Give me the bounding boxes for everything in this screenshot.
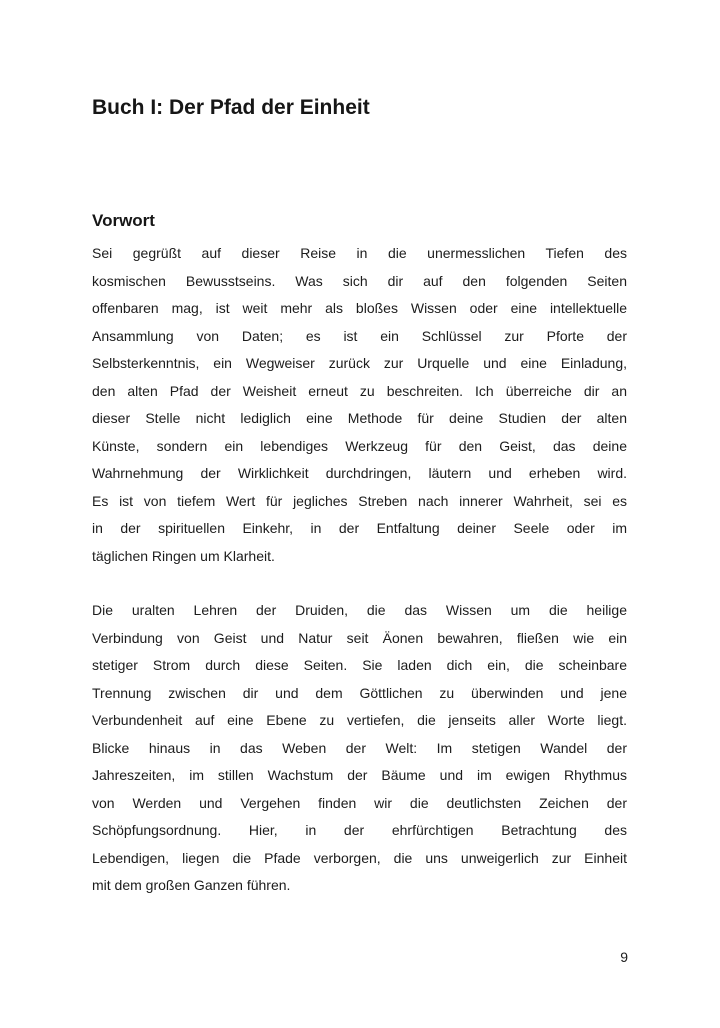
text-line: Künste, sondern ein lebendiges Werkzeug für den Geist, das deine — [92, 437, 627, 454]
text-line: in der spirituellen Einkehr, in der Entfaltung deiner Seele oder im — [92, 520, 627, 536]
text-line: kosmischen Bewusstseins. Was sich dir auf den folgenden Seiten — [92, 272, 627, 289]
text-line: Verbundenheit auf eine Ebene zu vertiefen, die jenseits aller Worte liegt. — [92, 712, 627, 728]
text-line: Trennung zwischen dir und dem Göttlichen zu überwinden und jene — [92, 684, 627, 701]
text-line: täglichen Ringen um Klarheit. — [92, 547, 275, 564]
section-heading: Vorwort — [92, 211, 155, 230]
text-line: stetiger Strom durch diese Seiten. Sie laden dich ein, die scheinbare — [92, 657, 627, 673]
text-line: offenbaren mag, ist weit mehr als bloßes Wissen oder eine intellektuelle — [92, 300, 627, 316]
text-line: dieser Stelle nicht lediglich eine Methode für deine Studien der alten — [92, 410, 627, 426]
paragraph-vorwort-2 — [92, 597, 627, 900]
text-line: Es ist von tiefem Wert für jegliches Streben nach innerer Wahrheit, sei es — [92, 492, 627, 509]
text-line: Sei gegrüßt auf dieser Reise in die unermesslichen Tiefen des — [92, 245, 627, 261]
text-line: Die uralten Lehren der Druiden, die das Wissen um die heilige — [92, 602, 627, 618]
text-line: mit dem großen Ganzen führen. — [92, 877, 291, 893]
paragraph-vorwort-1 — [92, 240, 627, 570]
text-line: Verbindung von Geist und Natur seit Äonen bewahren, fließen wie ein — [92, 629, 627, 646]
text-line: Lebendigen, liegen die Pfade verborgen, die uns unweigerlich zur Einheit — [92, 849, 627, 866]
text-line: Ansammlung von Daten; es ist ein Schlüssel zur Pforte der — [92, 327, 627, 344]
page-number: 9 — [620, 949, 628, 965]
chapter-title: Buch I: Der Pfad der Einheit — [92, 96, 370, 119]
text-line: den alten Pfad der Weisheit erneut zu beschreiten. Ich überreiche dir an — [92, 382, 627, 399]
text-line: Selbsterkenntnis, ein Wegweiser zurück zur Urquelle und eine Einladung, — [92, 355, 627, 371]
text-line: Blicke hinaus in das Weben der Welt: Im stetigen Wandel der — [92, 739, 627, 756]
text-line: Jahreszeiten, im stillen Wachstum der Bäume und im ewigen Rhythmus — [92, 767, 627, 783]
text-line: Schöpfungsordnung. Hier, in der ehrfürchtigen Betrachtung des — [92, 822, 627, 838]
text-line: Wahrnehmung der Wirklichkeit durchdringen, läutern und erheben wird. — [92, 465, 627, 481]
text-line: von Werden und Vergehen finden wir die deutlichsten Zeichen der — [92, 794, 627, 811]
